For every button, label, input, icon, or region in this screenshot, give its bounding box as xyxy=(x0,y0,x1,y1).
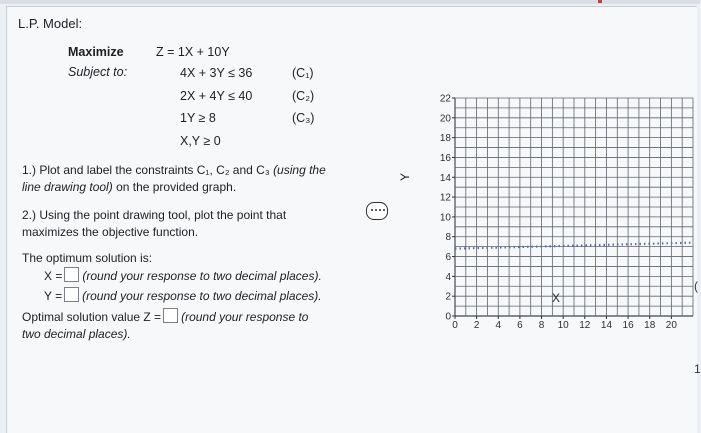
y-tick-label: 6 xyxy=(445,252,451,264)
subject-to-label: Subject to: xyxy=(68,65,128,79)
nonnegativity: X,Y ≥ 0 xyxy=(180,134,221,148)
y-tick-label: 0 xyxy=(445,311,451,323)
constraint-c1: 4X + 3Y ≤ 36 xyxy=(180,66,253,80)
y-tick-label: 22 xyxy=(439,93,451,105)
z-label: Optimal solution value Z = xyxy=(22,310,162,324)
y-answer-input[interactable] xyxy=(64,287,79,302)
z-answer-input[interactable] xyxy=(163,308,178,323)
instruction-step2 xyxy=(22,207,362,241)
top-bar xyxy=(0,0,700,4)
solution-intro: The optimum solution is: xyxy=(22,251,153,265)
x-axis-label: X xyxy=(552,291,561,305)
constraint-c2-tag: (C₂) xyxy=(292,89,315,103)
step2-text-a: 2.) Using the point drawing tool, plot the point that xyxy=(22,208,287,222)
step1-text-d: on the provided graph. xyxy=(116,180,237,194)
x-label: X = xyxy=(44,269,63,283)
x-answer-input[interactable] xyxy=(64,267,79,282)
x-answer-row xyxy=(44,267,364,285)
constraint-c2: 2X + 4Y ≤ 40 xyxy=(180,89,253,103)
x-tick-label: 2 xyxy=(473,320,480,331)
graph-canvas[interactable] xyxy=(430,40,680,330)
edge-mark-1: ( xyxy=(694,279,698,293)
y-tick-label: 10 xyxy=(439,212,451,224)
x-tick-label: 0 xyxy=(452,320,458,331)
x-tick-label: 20 xyxy=(665,320,677,331)
maximize-label: Maximize xyxy=(68,45,124,59)
x-tick-label: 14 xyxy=(600,320,613,331)
step2-text-b: maximizes the objective function. xyxy=(22,225,199,239)
step1-text-b: (using the xyxy=(273,163,326,177)
z-answer-row xyxy=(22,308,362,343)
x-tick-label: 4 xyxy=(495,320,502,331)
x-tick-label: 16 xyxy=(622,320,634,331)
constraint-c1-tag: (C₁) xyxy=(292,66,314,80)
x-round-note: (round your response to two decimal places). xyxy=(82,269,322,283)
y-axis-label: Y xyxy=(398,172,413,182)
top-accent xyxy=(598,0,602,3)
y-round-note: (round your response to two decimal places). xyxy=(82,289,322,303)
y-tick-label: 8 xyxy=(445,232,451,244)
y-tick-label: 4 xyxy=(445,271,451,283)
model-header: L.P. Model: xyxy=(18,16,83,31)
y-answer-row xyxy=(44,287,364,305)
z-round-note-a: (round your response to xyxy=(181,310,309,324)
x-tick-label: 8 xyxy=(538,320,545,331)
y-tick-label: 14 xyxy=(439,172,451,184)
z-round-note-b: two decimal places). xyxy=(22,327,131,341)
y-tick-label: 2 xyxy=(445,291,451,303)
y-label: Y = xyxy=(44,289,63,303)
constraint-c3-tag: (C₃) xyxy=(292,111,315,125)
objective-function: Z = 1X + 10Y xyxy=(156,45,230,59)
y-tick-label: 16 xyxy=(439,152,451,164)
y-tick-label: 18 xyxy=(439,133,451,145)
x-tick-label: 18 xyxy=(644,320,656,331)
step1-text-a: 1.) Plot and label the constraints C₁, C₂ and C₃ xyxy=(22,163,270,177)
y-tick-label: 12 xyxy=(439,192,451,204)
y-tick-label: 20 xyxy=(439,113,451,125)
x-tick-label: 12 xyxy=(579,320,591,331)
constraint-c3: 1Y ≥ 8 xyxy=(180,111,216,125)
instruction-step1 xyxy=(22,162,382,196)
splitter-handle[interactable] xyxy=(366,202,388,220)
x-tick-label: 6 xyxy=(517,320,523,331)
x-tick-label: 10 xyxy=(557,320,569,331)
step1-text-c: line drawing tool) xyxy=(22,180,113,194)
edge-mark-2: 1 xyxy=(694,362,701,376)
